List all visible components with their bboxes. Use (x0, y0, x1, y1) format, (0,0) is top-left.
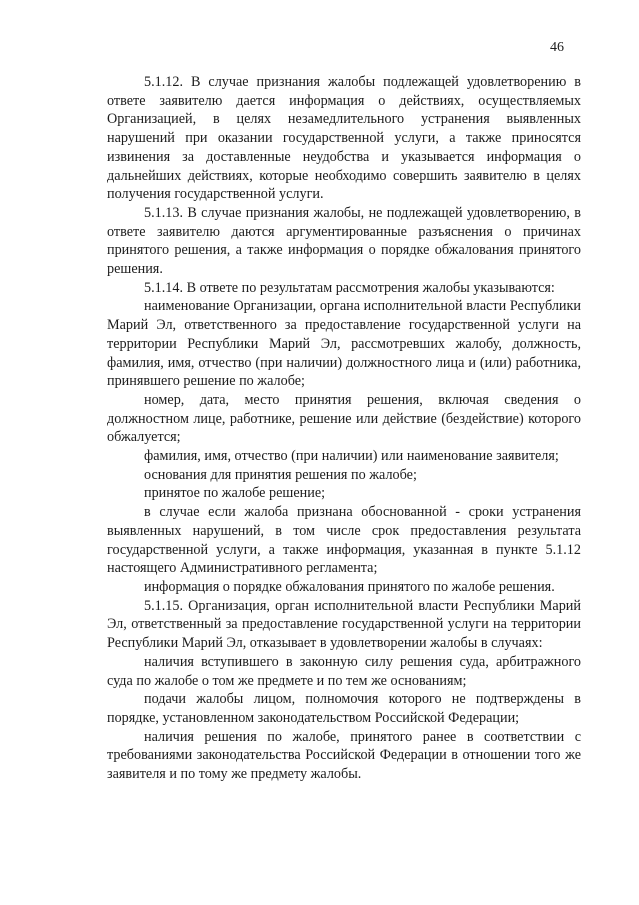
paragraph-5-1-13: 5.1.13. В случае признания жалобы, не подлежащей удовлетворению, в ответе заявителю даются аргументированные разъяснения о причинах принятого решения, а также информация о порядке обжалования принятого решения. (107, 204, 581, 278)
document-body (107, 73, 581, 784)
list-item: фамилия, имя, отчество (при наличии) или наименование заявителя; (144, 448, 559, 465)
list-item: наличия вступившего в законную силу решения суда, арбитражного суда по жалобе о том же предмете и по тем же основаниям; (107, 653, 581, 689)
list-item: в случае если жалоба признана обоснованной - сроки устранения выявленных нарушений, в том числе срок предоставления результата государственной услуги, а также информация, указанная в пункте 5.1.12 настоящего Административного регламента; (107, 504, 581, 577)
list-item: принятое по жалобе решение; (144, 485, 326, 502)
list-item: подачи жалобы лицом, полномочия которого не подтверждены в порядке, установленном законодательством Российской Федерации; (107, 691, 581, 726)
paragraph-5-1-15: 5.1.15. Организация, орган исполнительной власти Республики Марий Эл, ответственный за предоставление государственной услуги на территории Республики Марий Эл, отказывает в удовлетворении жалобы в случаях: (107, 597, 581, 652)
list-item: основания для принятия решения по жалобе; (144, 466, 417, 483)
page-number: 46 (550, 40, 564, 55)
list-item: информация о порядке обжалования принятого по жалобе решения. (144, 578, 555, 595)
list-item: номер, дата, место принятия решения, включая сведения о должностном лице, работнике, решение или действие (бездействие) которого обжалуется; (107, 391, 581, 446)
paragraph-5-1-14: 5.1.14. В ответе по результатам рассмотрения жалобы указываются: (144, 279, 555, 296)
list-item: наличия решения по жалобе, принятого ранее в соответствии с требованиями законодательства Российской Федерации в отношении того же заявителя и по тому же предмету жалобы. (107, 728, 581, 783)
paragraph-5-1-12: 5.1.12. В случае признания жалобы подлежащей удовлетворению в ответе заявителю дается информация о действиях, осуществляемых Организацией, в целях незамедлительного устранения выявленных нарушений при оказании государственной услуги, а также приносятся извинения за доставленные неудобства и указывается информация о дальнейших действиях, которые необходимо совершить заявителю в целях получения государственной услуги. (107, 74, 581, 203)
list-item: наименование Организации, органа исполнительной власти Республики Марий Эл, ответственного за предоставление государственной услуги на территории Республики Марий Эл, рассмотревших жалобу, должность, фамилия, имя, отчество (при наличии) должностного лица и (или) работника, принявшего решение по жалобе; (107, 298, 581, 390)
